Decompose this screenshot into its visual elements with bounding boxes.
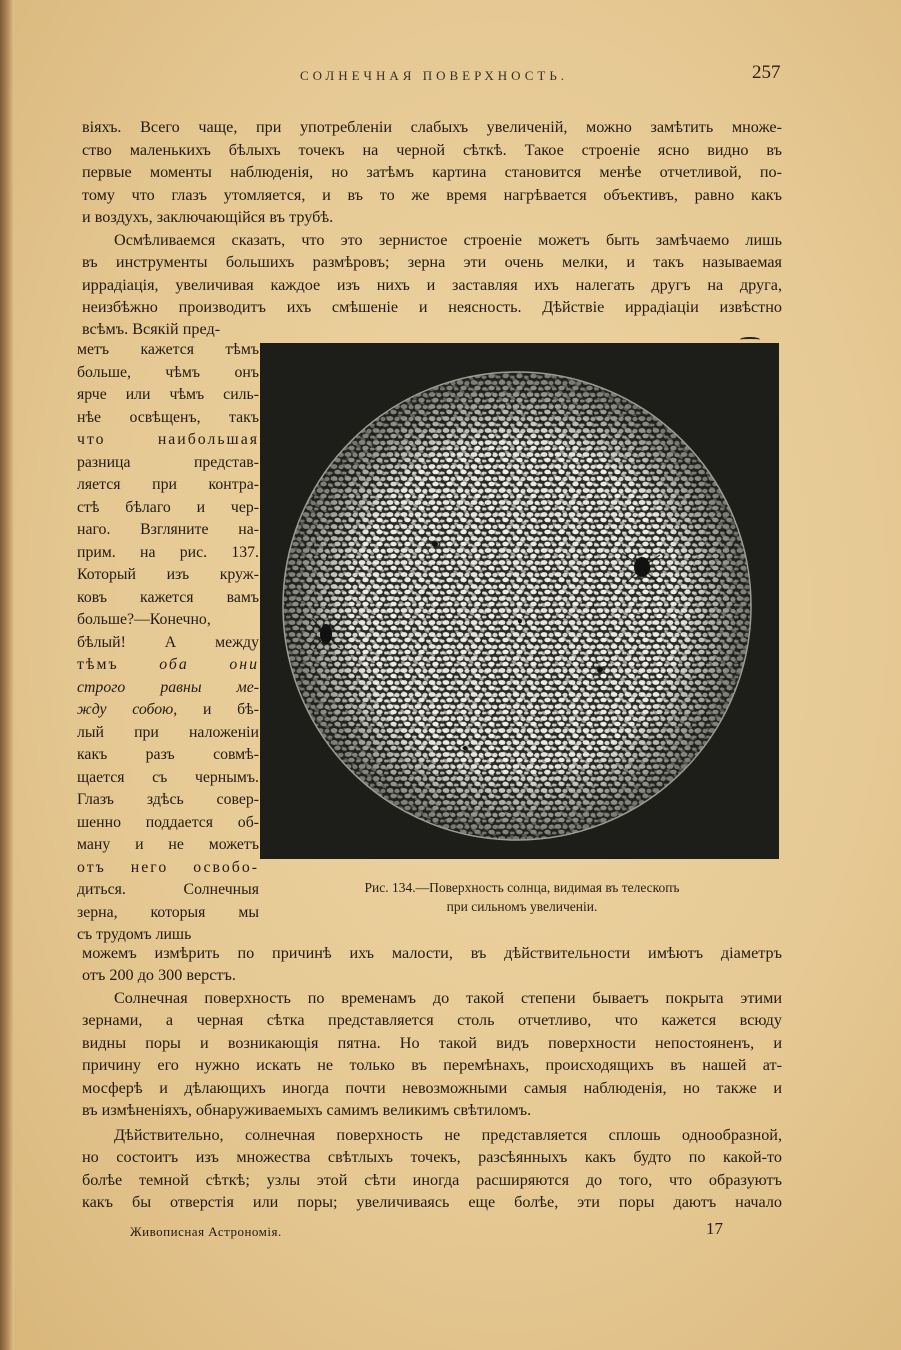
text-line: причину его нужно искать не только въ перемѣнахъ, происходящихъ въ нашей ат- [82, 1056, 782, 1074]
italic-text: строго равны ме- [77, 678, 259, 696]
column-line [77, 677, 259, 700]
text-line: зернами, а черная сѣтка представляется столь отчетливо, что кажется всюду [82, 1011, 782, 1029]
column-line [77, 699, 259, 722]
column-line: отъ него освобо- [77, 858, 259, 876]
column-line: что наибольшая [77, 431, 259, 448]
text-line: болѣе темной сѣткѣ; узлы этой сѣти иногда расширяются до того, что образуютъ [82, 1171, 782, 1189]
text-line: иррадіація, увеличивая каждое изъ нихъ и заставляя ихъ налегать другъ на друга, [82, 276, 782, 294]
column-line: съ трудомъ лишь [77, 926, 192, 943]
column-line: метъ кажется тѣмъ [77, 341, 259, 358]
text-line: Дѣйствительно, солнечная поверхность не представляется сплошь однообразной, [114, 1126, 782, 1144]
wrapped-text-column [77, 339, 259, 947]
column-line: стѣ бѣлаго и чер- [77, 498, 259, 516]
column-line: какъ разъ совмѣ- [77, 746, 259, 763]
text-line: первые моменты наблюденія, но затѣмъ картина становится менѣе отчетливой, по- [82, 163, 782, 181]
text-line: мосферѣ и дѣлающихъ иногда почти невозможными самыя наблюденія, но также и [82, 1079, 782, 1097]
print-mark [740, 337, 760, 342]
italic-text: жду собою, [77, 701, 178, 718]
column-line: щается съ чернымъ. [77, 768, 259, 786]
column-line: ману и не можетъ [77, 836, 259, 853]
column-line: больше?—Конечно, [77, 611, 211, 628]
text-line: можемъ измѣрить по причинѣ ихъ малости, въ дѣйствительности имѣютъ діаметръ [82, 944, 782, 962]
text-line: Солнечная поверхность по временамъ до такой степени бываетъ покрыта этими [114, 989, 782, 1007]
scan-binding-edge [0, 0, 14, 1350]
column-line: диться. Солнечныя [77, 881, 259, 898]
column-line: зерна, которыя мы [77, 903, 259, 921]
text-line: въ инструменты большихъ размѣровъ; зерна эти очень мелки, и такъ называемая [82, 253, 782, 271]
text-line: въ измѣненіяхъ, обнаруживаемыхъ самимъ великимъ свѣтиломъ. [82, 1101, 532, 1119]
figure-caption [282, 878, 762, 916]
signature-mark: 17 [706, 1219, 723, 1238]
text-line: віяхъ. Всего чаще, при употребленіи слабыхъ увеличеній, можно замѣтить множе- [82, 118, 782, 136]
sun-disc-illustration [260, 343, 779, 859]
text-line: какъ бы отверстія или поры; увеличиваясь еще болѣе, эти поры даютъ начало [82, 1193, 782, 1211]
text-line: ство маленькихъ бѣлыхъ точекъ на черной сѣткѣ. Такое строеніе ясно видно въ [82, 141, 782, 159]
text-line: неизбѣжно производитъ ихъ смѣшеніе и неясность. Дѣйствіе иррадіаціи извѣстно [82, 298, 782, 316]
page-number: 257 [752, 62, 781, 83]
text-line: отъ 200 до 300 верстъ. [82, 966, 236, 984]
caption-line: при сильномъ увеличеніи. [446, 899, 598, 914]
text-line: всѣмъ. Всякій пред- [82, 320, 221, 338]
column-text: и бѣ- [177, 701, 259, 718]
text-line: но состоитъ изъ множества свѣтлыхъ точекъ, разсѣянныхъ какъ будто по какой-то [82, 1148, 782, 1166]
column-line: лый при наложеніи [77, 723, 259, 741]
column-line: наго. Взгляните на- [77, 521, 259, 538]
column-line: бѣлый! А между [77, 633, 259, 651]
column-line [77, 654, 259, 677]
italic-text: оба они [159, 656, 259, 673]
column-line: больше, чѣмъ онъ [77, 363, 259, 381]
text-line: видны поры и возникающія пятна. Но такой видъ поверхности непостояненъ, и [82, 1034, 782, 1052]
column-line: Глазъ здѣсь совер- [77, 791, 259, 808]
text-line: Осмѣливаемся сказать, что это зернистое строеніе можетъ быть замѣчаемо лишь [114, 231, 782, 249]
column-line: ковъ кажется вамъ [77, 588, 259, 606]
caption-line: Рис. 134.—Поверхность солнца, видимая въ телескопъ [364, 880, 680, 895]
solar-surface-figure [260, 343, 779, 859]
running-header: СОЛНЕЧНАЯ ПОВЕРХНОСТЬ. [300, 68, 569, 83]
column-line: прим. на рис. 137. [77, 543, 259, 561]
column-line: нѣе освѣщенъ, такъ [77, 408, 259, 426]
text-line: и воздухъ, заключающійся въ трубѣ. [82, 208, 334, 226]
column-line: ярче или чѣмъ силь- [77, 386, 259, 403]
column-line: ляется при контра- [77, 476, 259, 493]
text-line: тому что глазъ утомляется, и въ то же время нагрѣвается объективъ, равно какъ [82, 186, 782, 204]
column-line: Который изъ круж- [77, 566, 259, 583]
column-line: шенно поддается об- [77, 813, 259, 831]
column-line: разница представ- [77, 453, 259, 471]
book-title-footer: Живописная Астрономія. [130, 1224, 282, 1239]
column-text: тѣмъ [77, 656, 160, 673]
